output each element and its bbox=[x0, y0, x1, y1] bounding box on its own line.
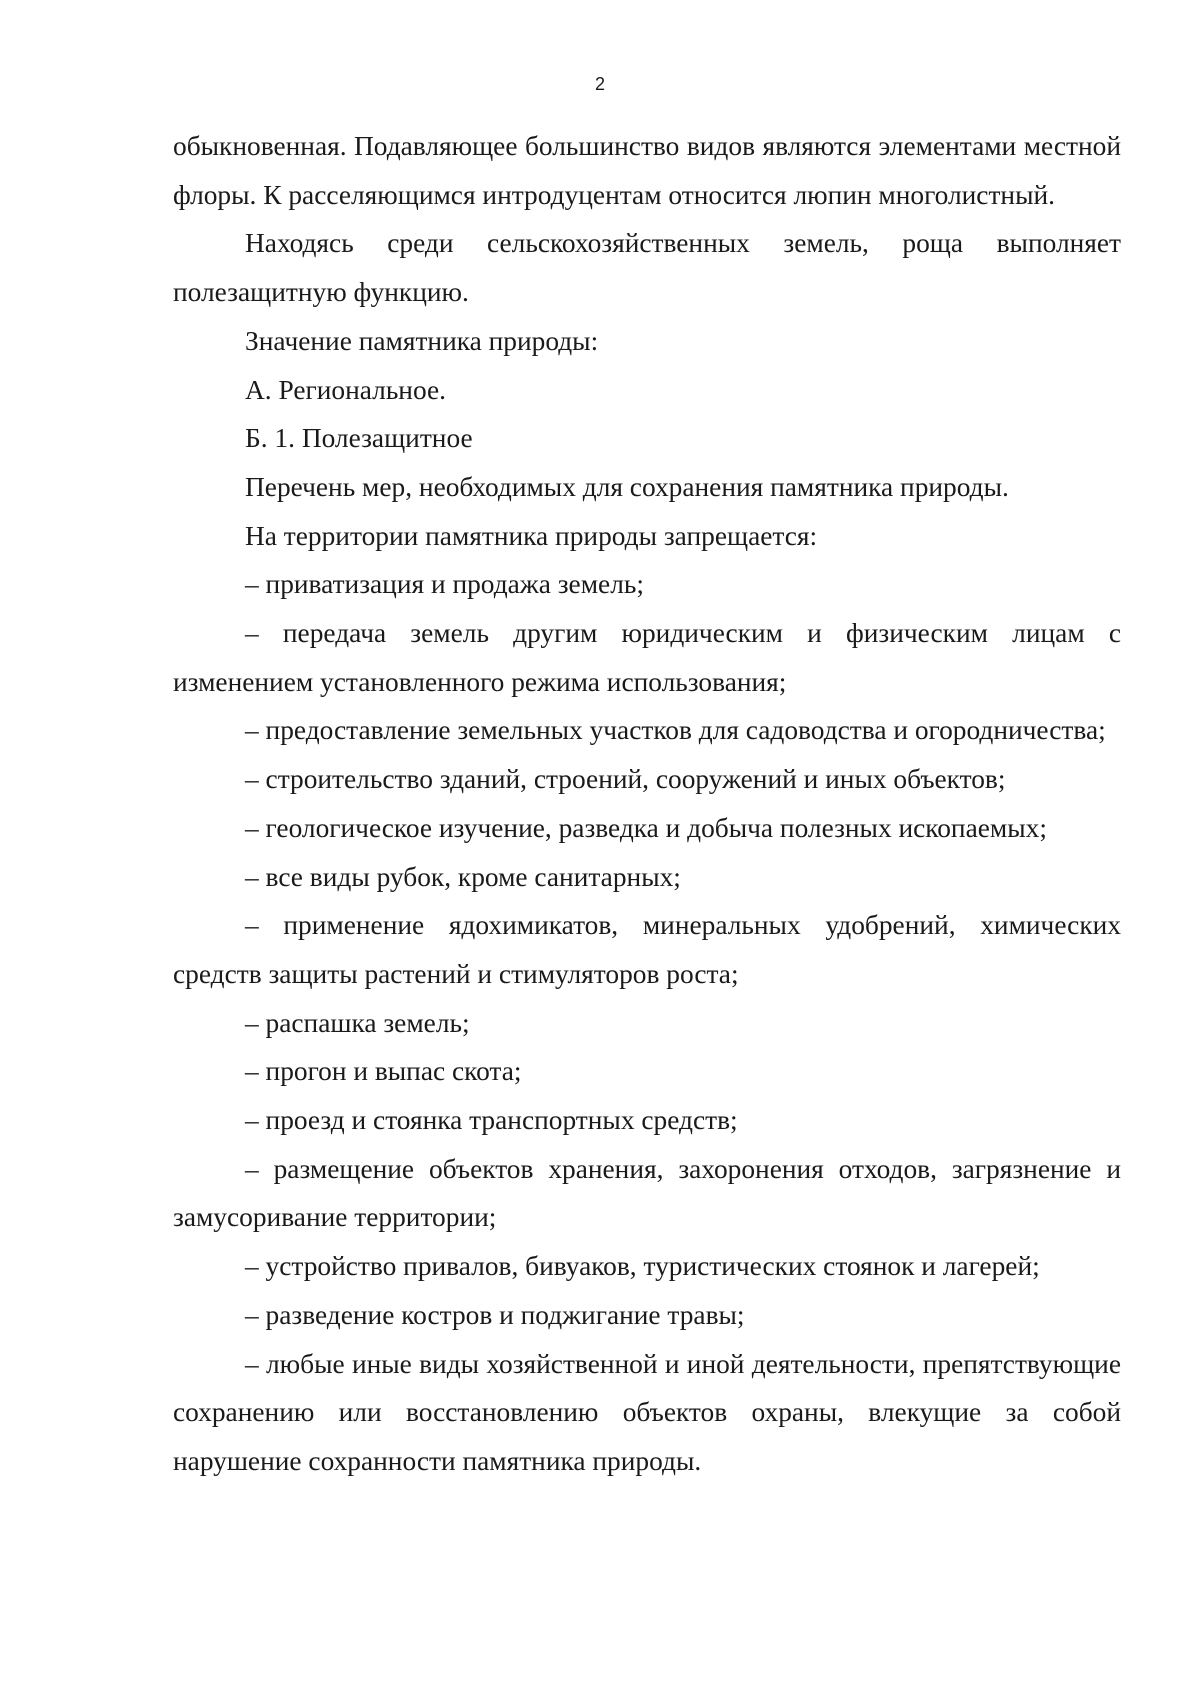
list-item-vehicles: – проезд и стоянка транспортных средств; bbox=[245, 1105, 738, 1136]
list-item-waste: – размещение объектов хранения, захоронения отходов, загрязнение и замусоривание территории; bbox=[173, 1153, 1121, 1233]
list-item-land-transfer: – передача земель другим юридическим и физическим лицам с изменением установленного режима использования; bbox=[173, 618, 1121, 697]
list-item-geology: – геологическое изучение, разведка и добыча полезных ископаемых; bbox=[245, 812, 1047, 843]
list-item-garden-plots: – предоставление земельных участков для садоводства и огородничества; bbox=[245, 715, 1106, 746]
paragraph-measures-heading: Перечень мер, необходимых для сохранения памятника природы. bbox=[245, 471, 1009, 502]
paragraph-continuation: обыкновенная. Подавляющее большинство видов являются элементами местной флоры. К расселяющимся интродуцентам относится люпин многолистный. bbox=[173, 131, 1121, 210]
list-item-privatization: – приватизация и продажа земель; bbox=[245, 569, 644, 600]
list-item-construction: – строительство зданий, строений, сооружений и иных объектов; bbox=[245, 764, 1006, 795]
document-body bbox=[173, 122, 1121, 1486]
page-number: 2 bbox=[594, 74, 605, 94]
paragraph-prohibited-heading: На территории памятника природы запрещается: bbox=[245, 520, 818, 551]
paragraph-significance-regional: А. Региональное. bbox=[245, 374, 447, 405]
paragraph-grove-function: Находясь среди сельскохозяйственных земель, роща выполняет полезащитную функцию. bbox=[173, 228, 1121, 308]
paragraph-significance-protective: Б. 1. Полезащитное bbox=[245, 423, 473, 454]
list-item-grazing: – прогон и выпас скота; bbox=[245, 1056, 522, 1087]
paragraph-significance-heading: Значение памятника природы: bbox=[245, 325, 599, 356]
list-item-other-activities: – любые иные виды хозяйственной и иной деятельности, препятствующие сохранению или восстановлению объектов охраны, влекущие за собой нарушение сохранности памятника природы. bbox=[173, 1348, 1121, 1476]
list-item-plowing: – распашка земель; bbox=[245, 1007, 470, 1038]
list-item-logging: – все виды рубок, кроме санитарных; bbox=[245, 861, 681, 892]
list-item-fires: – разведение костров и поджигание травы; bbox=[245, 1299, 745, 1330]
list-item-chemicals: – применение ядохимикатов, минеральных удобрений, химических средств защиты растений и стимуляторов роста; bbox=[173, 910, 1121, 989]
list-item-camping: – устройство привалов, бивуаков, туристических стоянок и лагерей; bbox=[245, 1251, 1040, 1282]
